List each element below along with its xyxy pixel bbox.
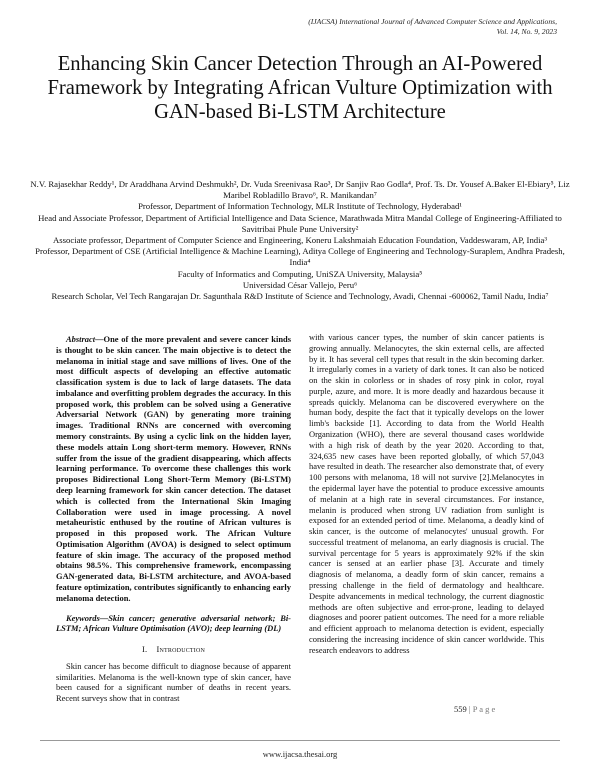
author-names: N.V. Rajasekhar Reddy¹, Dr Araddhana Arvind Deshmukh², Dr. Vuda Sreenivasa Rao³, Dr Sanjiv Rao Godla⁴, Prof. Ts. Dr. Yousef A.Baker El-Ebiary⁵, Liz Maribel Robladillo Bravo⁶, R. Manikandan⁷ bbox=[30, 179, 570, 201]
affiliation-1: Professor, Department of Information Technology, MLR Institute of Technology, Hyderabad¹ bbox=[138, 201, 462, 212]
affiliation-5: Faculty of Informatics and Computing, UniSZA University, Malaysia⁵ bbox=[177, 268, 423, 279]
abstract-text: —One of the more prevalent and severe cancer kinds is thought to be skin cancer. The main objective is to detect the melanoma in initial stage and save millions of lives. One of the most difficult aspects of developing an effective automatic classification system is due to lack of large datasets. The data imbalance and overfitting problem degrades the accuracy. In this proposed work, this problem can be solved using a Generative Adversarial Network (GAN) by generating more training images. Traditional RNNs are concerned with overcoming memory constraints. By using a cyclic link on the hidden layer, these models attain Long short-term memory. However, RNNs suffer from the issue of the gradient disappearing, which affects learning performance. To overcome these challenges this work proposes Bidirectional Long Short-Term Memory (Bi-LSTM) deep learning framework for skin cancer detection. The dataset which is collected from the International Skin Imaging Collaboration were used in image processing. A novel metaheuristic enthused by the routine of African vultures is proposed in this proposed work. The African Vulture Optimisation Algorithm (AVOA) is designed to select optimum feature of skin image. The accuracy of the proposed method obtains 98.5%. This comprehensive framework, encompassing GAN-generated data, Bi-LSTM architecture, and AVOA-based feature optimization, contributes significantly to enhancing early melanoma detection. bbox=[56, 334, 291, 603]
footer-divider bbox=[40, 740, 560, 741]
affiliation-6: Universidad César Vallejo, Peru⁶ bbox=[242, 279, 358, 290]
keywords bbox=[56, 613, 291, 635]
section-number: I. bbox=[141, 644, 148, 655]
paper-title: Enhancing Skin Cancer Detection Through an AI-Powered Framework by Integrating African Vulture Optimization with GAN-based Bi-LSTM Architecture bbox=[47, 53, 553, 123]
abstract bbox=[56, 334, 291, 604]
affiliation-4: Professor, Department of CSE (Artificial Intelligence & Machine Learning), Aditya College of Engineering and Technology-Suraplem, Andhra Pradesh, India⁴ bbox=[35, 246, 565, 268]
keywords-text: —Skin cancer; generative adversarial network; Bi-LSTM; African Vulture Optimisation (AVO); deep learning (DL) bbox=[56, 612, 291, 634]
page-label: P a g e bbox=[472, 704, 496, 714]
author-block bbox=[30, 179, 570, 302]
intro-paragraph-right: with various cancer types, the number of skin cancer patients is growing annually. Melanocytes, the skin external cells, are affected by it. It has several cell types that result in the skin becoming darker. It irregularly comes in a variety of dark tones. It can also be noticed on the skin in colorless or in shades of rosy pink in color, royal purple, azure, and more. It is more deadly and hazardous because it spreads quickly. Melanoma can be discovered everywhere on the human body, despite the fact that it typically develops on the lower limb's backside [1]. According to data from the World Health Organization (WHO), there are several thousand cases worldwide with a high risk of death by the year 2020. According to that, 324,635 new cases have been reported globally, of which 57,043 have resulted in death. The researcher also demonstrate that, of every 100 persons with melanoma, 18 will not survive [2].Melanocytes in the epidermal layer have the potential to produce excessive amounts of melanin at a high rate in several circumstances. For instance, melanin is produced when strong UV radiation from sunlight is exposed for an extended period of time. Melanoma, a deadly kind of skin cancer, is the outcome of melanocytes' unusual growth. For successful treatment of melanoma, an early diagnosis is crucial. The survival percentage for 5 years is approximately 92% if the skin cancer is sensed at an earlier phase [3]. Accurate and timely diagnosis of melanoma, a deadly form of skin cancer, remains a pressing challenge in the field of dermatology and healthcare. Despite advancements in medical technology, the current diagnostic methods are often subjective and error-prone, leading to delayed diagnoses and poorer patient outcomes. The need for a more reliable and efficient approach to melanoma detection is evident, especially considering the increasing incidence of skin cancer worldwide. This research endeavors to address bbox=[309, 332, 544, 655]
keywords-label: Keywords bbox=[66, 612, 100, 623]
page-number bbox=[454, 704, 495, 714]
affiliation-7: Research Scholar, Vel Tech Rangarajan Dr. Sagunthala R&D Institute of Science and Technology, Avadi, Chennai -600062, Tamil Nadu, India⁷ bbox=[51, 291, 549, 302]
journal-name: (IJACSA) International Journal of Advanced Computer Science and Applications, bbox=[308, 17, 557, 26]
journal-url: www.ijacsa.thesai.org bbox=[262, 749, 338, 759]
affiliation-3: Associate professor, Department of Computer Science and Engineering, Koneru Lakshmaiah Education Foundation, Vaddeswaram, AP, India³ bbox=[52, 235, 548, 246]
right-column bbox=[309, 332, 544, 655]
journal-volume: Vol. 14, No. 9, 2023 bbox=[496, 27, 557, 36]
abstract-label: Abstract bbox=[66, 334, 96, 344]
section-title: Introduction bbox=[156, 644, 206, 655]
journal-header bbox=[227, 17, 557, 37]
page-number-value: 559 bbox=[454, 704, 467, 714]
left-column bbox=[56, 334, 291, 704]
intro-paragraph-left: Skin cancer has become difficult to diagnose because of apparent similarities. Melanoma is the well-known type of skin cancer, have been caused for a significant number of deaths in recent years. Recent surveys show that in contrast bbox=[56, 660, 291, 704]
page-separator: | bbox=[468, 704, 471, 714]
affiliation-2: Head and Associate Professor, Department of Artificial Intelligence and Data Science, Marathwada Mitra Mandal College of Engineering-Affiliated to Savitribai Phule Pune University² bbox=[38, 212, 562, 234]
section-heading-introduction bbox=[56, 644, 291, 655]
